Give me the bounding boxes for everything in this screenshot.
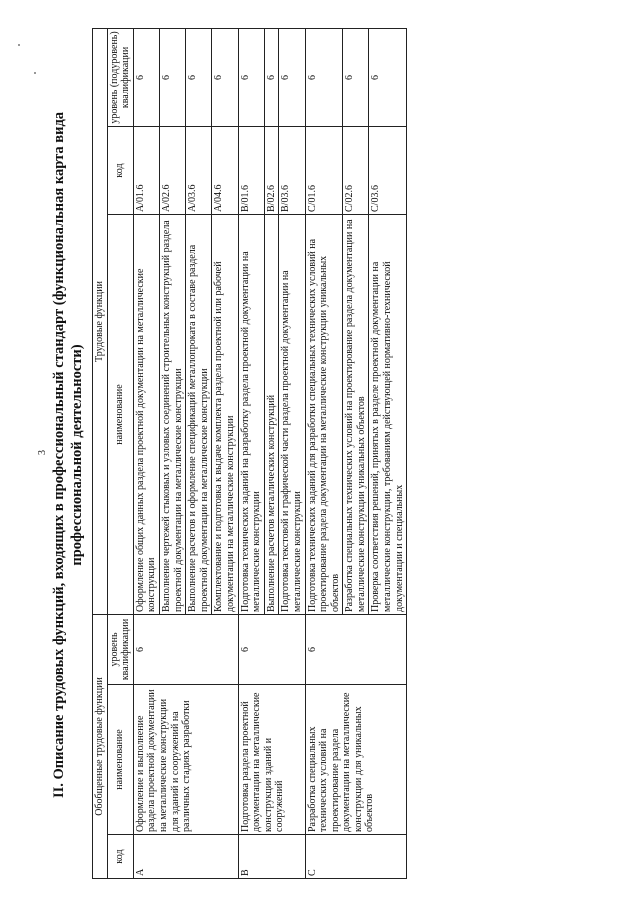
header-function-code: код [107,126,133,214]
header-labor: Трудовые функции [93,28,108,614]
group-name: Оформление и выполнение раздела проектной документации на металлические конструкции для зданий и сооружений на различных стадиях разработки [133,685,238,835]
group-level: 6 [238,614,305,684]
header-row-1 [93,28,108,878]
scan-speck [34,72,36,74]
function-level: 6 [133,28,159,126]
header-qual-level: уровень квалификации [107,614,133,684]
function-name: Выполнение чертежей стыковых и узловых соединений строительных конструкций раздела проектной документации на металлические конструкции [159,214,185,614]
function-name: Выполнение расчетов и оформление спецификаций металлопроката в составе раздела проектной документации на металлические конструкции [186,214,212,614]
function-name: Разработка специальных технических условий на проектирование раздела документации на металлические конструкции уникальных объектов [343,214,369,614]
function-level: 6 [369,28,407,126]
function-name: Проверка соответствия решений, принятых в разделе проектной документации на металлические конструкции, требованиям действующей нормативно-технической документации и специальных [369,214,407,614]
function-code: B/03.6 [279,126,305,214]
function-name: Подготовка текстовой и графической части раздела проектной документации на металлические конструкции [279,214,305,614]
function-code: A/02.6 [159,126,185,214]
function-level: 6 [343,28,369,126]
group-level: 6 [133,614,238,684]
section-title-line-2: профессиональной деятельности) [69,344,85,566]
header-code: код [107,835,133,879]
function-name: Подготовка технических заданий на разработку раздела проектной документации на металлические конструкции [238,214,264,614]
function-code: A/03.6 [186,126,212,214]
function-code: B/01.6 [238,126,264,214]
page-number: 3 [37,450,48,455]
function-level: 6 [212,28,238,126]
function-code: A/01.6 [133,126,159,214]
group-name: Подготовка раздела проектной документации на металлические конструкции зданий и сооружений [238,685,305,835]
function-level: 6 [238,28,264,126]
function-level: 6 [279,28,305,126]
group-code: A [133,835,238,879]
scan-speck [18,44,20,46]
rotated-page-content [50,25,610,885]
function-name: Подготовка технических заданий для разработки специальных технических условий на проектирование раздела документации на металлические конструкции уникальных объектов [305,214,343,614]
function-code: B/02.6 [264,126,279,214]
function-level: 6 [186,28,212,126]
function-name: Выполнение расчетов металлических конструкций [264,214,279,614]
function-name: Оформление общих данных раздела проектной документации на металлические конструкции [133,214,159,614]
function-level: 6 [305,28,343,126]
table-row [305,28,343,878]
function-name: Комплектование и подготовка к выдаче комплекта раздела проектной или рабочей документации на металлические конструкции [212,214,238,614]
function-code: C/03.6 [369,126,407,214]
header-name: наименование [107,685,133,835]
table-row [238,28,264,878]
section-title-line-1: II. Описание трудовых функций, входящих в профессиональный стандарт (функциональная карта вида [51,111,67,799]
functional-map-table [92,28,407,879]
header-function-name: наименование [107,214,133,614]
function-code: A/04.6 [212,126,238,214]
function-code: C/01.6 [305,126,343,214]
header-sub-level: уровень (подуровень) квалификации [107,28,133,126]
header-row-2 [107,28,133,878]
function-level: 6 [159,28,185,126]
section-title [50,25,86,885]
function-code: C/02.6 [343,126,369,214]
group-code: B [238,835,305,879]
group-name: Разработка специальных технических условий на проектирование раздела документации на металлические конструкции для уникальных объектов [305,685,407,835]
table-row [133,28,159,878]
function-level: 6 [264,28,279,126]
group-code: C [305,835,407,879]
header-generalized: Обобщенные трудовые функции [93,614,108,878]
group-level: 6 [305,614,407,684]
